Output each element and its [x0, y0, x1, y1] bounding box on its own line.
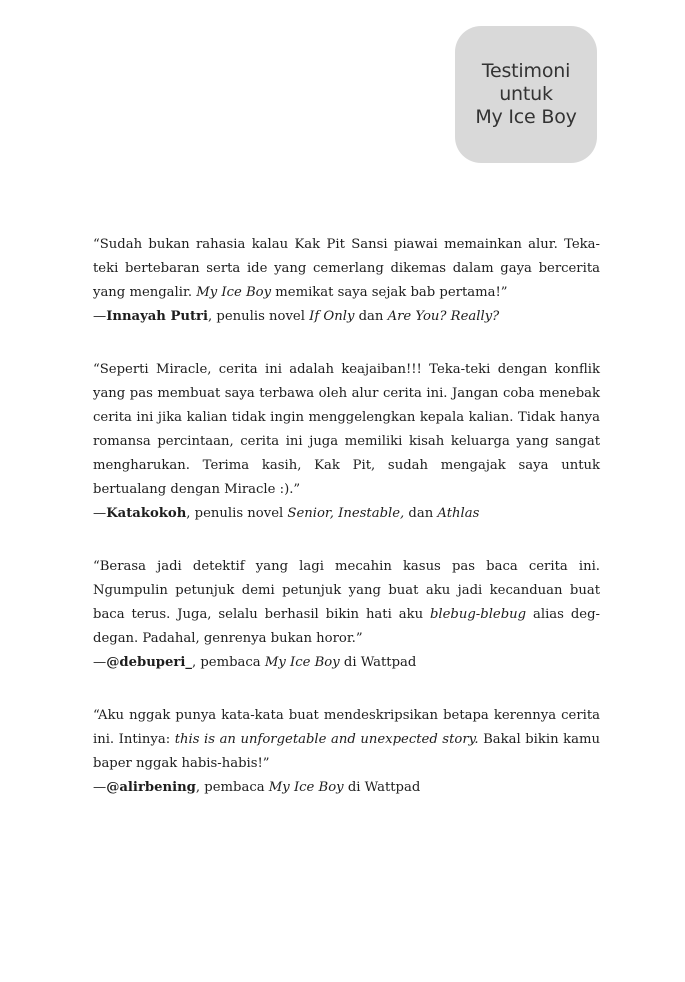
- attribution-text: dan: [354, 309, 388, 324]
- attribution-dash: —: [93, 309, 107, 324]
- testimonial-quote: [93, 555, 600, 651]
- attribution-italic-text: My Ice Boy: [268, 780, 344, 795]
- quote-italic-text: blebug-blebug: [429, 607, 527, 622]
- testimonial-quote: [93, 233, 600, 305]
- attribution-dash: —: [93, 655, 107, 670]
- testimonial-attribution: [93, 776, 600, 800]
- attribution-text: , penulis novel: [186, 506, 288, 521]
- testimonial-3: [93, 555, 600, 675]
- author-name: @debuperi_: [106, 655, 192, 670]
- attribution-text: di Wattpad: [343, 780, 421, 795]
- testimonial-quote: [93, 704, 600, 776]
- testimonial-attribution: [93, 502, 600, 526]
- quote-text: “Aku nggak punya kata-kata buat mendeskripsikan betapa kerennya cerita ini. Intinya:: [93, 708, 600, 747]
- quote-text: “Sudah bukan rahasia kalau Kak Pit Sansi piawai memainkan alur. Teka-teki bertebaran serta ide yang cemerlang dikemas dalam gaya bercerita yang mengalir.: [93, 237, 600, 300]
- author-name: @alirbening: [106, 780, 196, 795]
- attribution-italic-text: If Only: [309, 309, 355, 324]
- attribution-text: , pembaca: [195, 780, 269, 795]
- quote-text: “Berasa jadi detektif yang lagi mecahin kasus pas baca cerita ini. Ngumpulin petunjuk demi petunjuk yang buat aku jadi kecanduan buat baca terus. Juga, selalu berhasil bikin hati aku: [93, 559, 600, 622]
- testimonial-attribution: [93, 651, 600, 675]
- quote-italic-text: My Ice Boy: [196, 285, 272, 300]
- title-line-3: My Ice Boy: [475, 106, 577, 128]
- quote-text: memikat saya sejak bab pertama!”: [271, 285, 508, 300]
- testimonial-4: [93, 704, 600, 800]
- testimonial-attribution: [93, 305, 600, 329]
- title-line-1: Testimoni: [481, 60, 571, 82]
- attribution-text: di Wattpad: [339, 655, 417, 670]
- testimonials-list: [93, 233, 600, 828]
- author-name: Katakokoh: [106, 506, 187, 521]
- quote-italic-text: this is an unforgetable and unexpected story.: [174, 732, 479, 747]
- attribution-italic-text: Athlas: [437, 506, 480, 521]
- attribution-dash: —: [93, 506, 107, 521]
- quote-text: “Seperti Miracle, cerita ini adalah keajaiban!!! Teka-teki dengan konflik yang pas membuat saya terbawa oleh alur cerita ini. Jangan coba menebak cerita ini jika kalian tidak ingin menggelengkan kepala kalian. Tidak hanya romansa percintaan, cerita ini juga memiliki kisah keluarga yang sangat mengharukan. Terima kasih, Kak Pit, sudah mengajak saya untuk bertualang dengan Miracle :).”: [93, 362, 600, 497]
- quote-text: alias deg-degan. Padahal, genrenya bukan horor.”: [93, 607, 600, 646]
- testimonial-1: [93, 233, 600, 329]
- attribution-dash: —: [93, 780, 107, 795]
- chapter-title-badge: [455, 26, 597, 163]
- attribution-italic-text: Senior, Inestable,: [287, 506, 405, 521]
- author-name: Innayah Putri: [106, 309, 209, 324]
- attribution-text: dan: [404, 506, 438, 521]
- attribution-text: , penulis novel: [208, 309, 310, 324]
- testimonial-2: [93, 358, 600, 526]
- quote-text: Bakal bikin kamu baper nggak habis-habis!”: [93, 732, 601, 771]
- attribution-italic-text: Are You? Really?: [387, 309, 500, 324]
- attribution-text: , pembaca: [191, 655, 265, 670]
- attribution-italic-text: My Ice Boy: [264, 655, 340, 670]
- title-line-2: untuk: [499, 83, 553, 105]
- testimonial-quote: [93, 358, 600, 502]
